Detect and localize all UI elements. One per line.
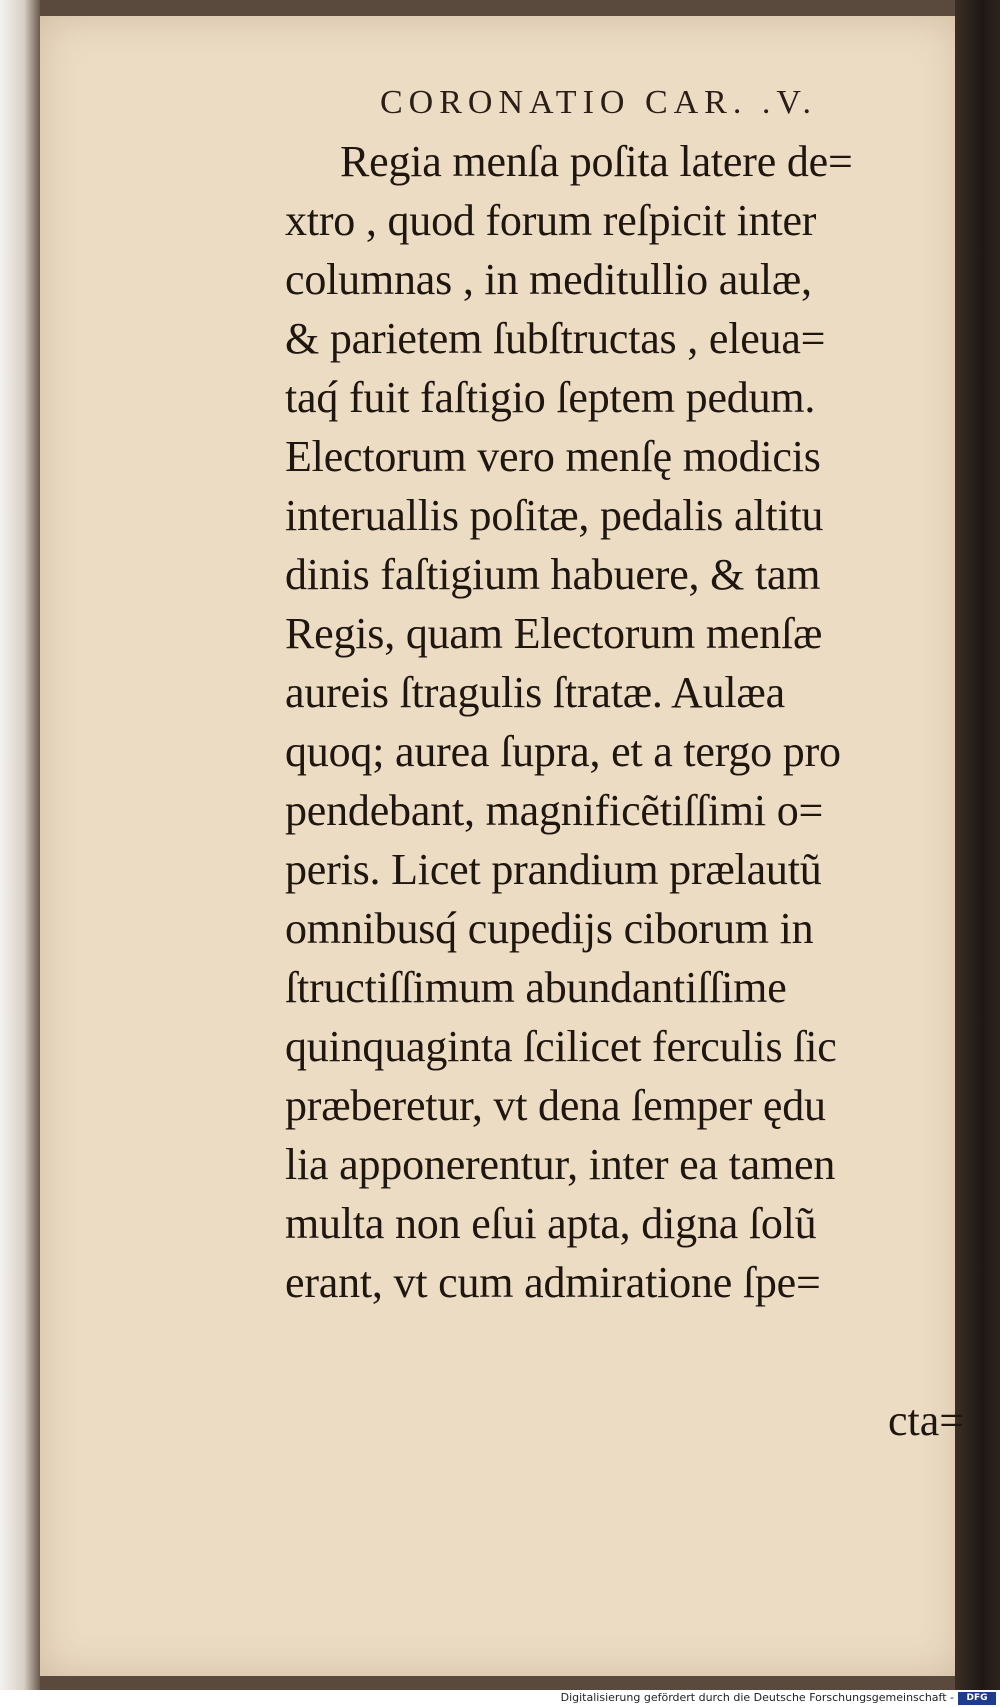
text-block [285, 132, 965, 1312]
text-line: multa non eſui apta, digna ſolũ [285, 1199, 817, 1248]
catchword: cta= [888, 1396, 965, 1445]
text-line: columnas , in meditullio aulæ, [285, 255, 812, 304]
text-line: ſtructiſſimum abundantiſſime [285, 963, 787, 1012]
text-line: Electorum vero menſę modicis [285, 432, 821, 481]
text-line: lia apponerentur, inter ea tamen [285, 1140, 836, 1189]
text-line: & parietem ſubſtructas , eleua= [285, 314, 826, 363]
text-line: pendebant, magnificẽtiſſimi o= [285, 786, 824, 835]
text-line: dinis faſtigium habuere, & tam [285, 550, 821, 599]
text-line: peris. Licet prandium prælautũ [285, 845, 822, 894]
text-line: quinquaginta ſcilicet ferculis ſic [285, 1022, 837, 1071]
dfg-logo: DFG [958, 1692, 996, 1705]
running-head: CORONATIO CAR. .V. [380, 84, 818, 121]
text-line: erant, vt cum admiratione ſpe= [285, 1258, 821, 1307]
text-line: Regis, quam Electorum menſæ [285, 609, 823, 658]
footer-credit: Digitalisierung gefördert durch die Deutsche Forschungsgemeinschaft - [560, 1691, 954, 1704]
page-gutter [0, 0, 40, 1690]
text-line: xtro , quod forum reſpicit inter [285, 196, 817, 245]
text-line: taq́ fuit faſtigio ſeptem pedum. [285, 373, 816, 422]
text-line: Regia menſa poſita latere de= [340, 137, 853, 186]
text-line: præberetur, vt dena ſemper ędu [285, 1081, 826, 1130]
text-line: quoq; aurea ſupra, et a tergo pro [285, 727, 841, 776]
text-line: aureis ſtragulis ſtratæ. Aulæa [285, 668, 785, 717]
text-line: interuallis poſitæ, pedalis altitu [285, 491, 824, 540]
text-line: omnibusq́ cupedijs ciborum in [285, 904, 814, 953]
